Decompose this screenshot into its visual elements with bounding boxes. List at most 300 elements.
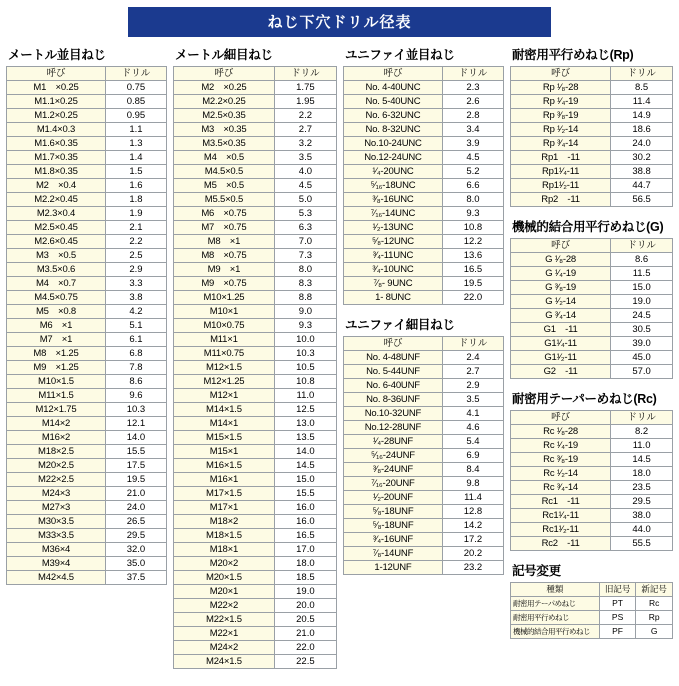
tbody-metric-fine [174, 81, 337, 669]
cell-size: ⁵⁄₈-18UNF [343, 505, 442, 519]
cell-size: Rc ³⁄₈-19 [510, 453, 610, 467]
column-unified [343, 45, 504, 575]
cell-drill: 12.5 [274, 403, 336, 417]
table-row [510, 95, 672, 109]
table-row [343, 393, 503, 407]
cell-drill: 10.8 [442, 221, 503, 235]
cell-size: M3.5×0.6 [7, 263, 106, 277]
table-row [343, 193, 503, 207]
cell-drill: 24.5 [611, 309, 673, 323]
table-row [7, 95, 167, 109]
cell-size: M8 ×0.75 [174, 249, 275, 263]
table-row [7, 361, 167, 375]
table-row [343, 123, 503, 137]
cell-drill: 37.5 [105, 571, 166, 585]
cell-drill: 11.0 [611, 439, 673, 453]
cell-drill: 16.0 [274, 515, 336, 529]
table-row [510, 509, 672, 523]
table-row [343, 421, 503, 435]
table-row [7, 123, 167, 137]
cell-size: M24×3 [7, 487, 106, 501]
table-row [343, 449, 503, 463]
cell-drill: 5.0 [274, 193, 336, 207]
cell-size: G ³⁄₈-19 [510, 281, 610, 295]
cell-size: G1 -11 [510, 323, 610, 337]
cell-drill: 4.6 [442, 421, 503, 435]
cell-size: M20×1 [174, 585, 275, 599]
cell-size: ¹⁄₂-20UNF [343, 491, 442, 505]
table-row [510, 439, 672, 453]
cell-drill: 11.0 [274, 389, 336, 403]
table-metric-fine [173, 66, 337, 669]
cell-size: M12×1.75 [7, 403, 106, 417]
cell-size: G ¹⁄₄-19 [510, 267, 610, 281]
cell-size: ⁷⁄₁₆-14UNC [343, 207, 442, 221]
cell-drill: 8.5 [611, 81, 673, 95]
cell-drill: 2.7 [442, 365, 503, 379]
table-row [7, 515, 167, 529]
cell-drill: 3.9 [442, 137, 503, 151]
table-row [343, 95, 503, 109]
cell-drill: 3.4 [442, 123, 503, 137]
cell-size: M20×2 [174, 557, 275, 571]
cell-drill: 2.7 [274, 123, 336, 137]
section-heading-rp: 耐密用平行めねじ(Rp) [511, 48, 634, 62]
tbody-g [510, 253, 672, 379]
table-row [7, 305, 167, 319]
cell-drill: 8.0 [274, 263, 336, 277]
cell-drill: 3.3 [105, 277, 166, 291]
table-row [7, 431, 167, 445]
cell-drill: 14.5 [274, 459, 336, 473]
table-row [7, 529, 167, 543]
table-row [343, 547, 503, 561]
cell-drill: 17.2 [442, 533, 503, 547]
cell-drill: 44.0 [611, 523, 673, 537]
table-row [7, 277, 167, 291]
cell-drill: 10.8 [274, 375, 336, 389]
cell-size: M5 ×0.5 [174, 179, 275, 193]
table-row [7, 137, 167, 151]
cell-size: M14×1.5 [174, 403, 275, 417]
table-row [174, 361, 337, 375]
cell-drill: 18.0 [611, 467, 673, 481]
cell-drill: 1.6 [105, 179, 166, 193]
cell-size: Rp1 -11 [510, 151, 610, 165]
cell-drill: 1.1 [105, 123, 166, 137]
cell-drill: 8.3 [274, 277, 336, 291]
cell-size: M2.3×0.4 [7, 207, 106, 221]
table-row [510, 425, 672, 439]
table-row [510, 337, 672, 351]
col-header-size: 呼び [343, 67, 442, 81]
cell-size: M5.5×0.5 [174, 193, 275, 207]
table-unified-fine [343, 336, 504, 575]
cell-size: M30×3.5 [7, 515, 106, 529]
cell-drill: 15.5 [105, 445, 166, 459]
cell-size: Rp ³⁄₄-14 [510, 137, 610, 151]
cell-drill: 19.5 [442, 277, 503, 291]
col-header-size: 呼び [510, 67, 610, 81]
cell-drill: 0.75 [105, 81, 166, 95]
table-row [510, 253, 672, 267]
cell-size: ³⁄₄-11UNC [343, 249, 442, 263]
cell-old-symbol: PS [599, 611, 636, 625]
cell-size: Rc ³⁄₄-14 [510, 481, 610, 495]
cell-size: No. 5-40UNC [343, 95, 442, 109]
cell-drill: 13.6 [442, 249, 503, 263]
table-row [174, 473, 337, 487]
cell-size: M18×2 [174, 515, 275, 529]
table-row [174, 487, 337, 501]
table-row [343, 351, 503, 365]
section-heading-rc: 耐密用テーパーめねじ(Rc) [511, 392, 657, 406]
cell-size: G ³⁄₄-14 [510, 309, 610, 323]
cell-drill: 11.5 [611, 267, 673, 281]
table-row [7, 179, 167, 193]
cell-type: 耐密用テーパめねじ [510, 597, 599, 611]
table-row [7, 571, 167, 585]
table-row [174, 95, 337, 109]
table-row [7, 333, 167, 347]
cell-drill: 6.8 [105, 347, 166, 361]
cell-size: M12×1.5 [174, 361, 275, 375]
cell-drill: 10.0 [274, 333, 336, 347]
cell-size: M11×0.75 [174, 347, 275, 361]
section-heading-unified-coarse: ユニファイ並目ねじ [344, 48, 455, 62]
cell-drill: 18.6 [611, 123, 673, 137]
cell-drill: 15.0 [611, 281, 673, 295]
cell-drill: 15.5 [274, 487, 336, 501]
table-row [510, 295, 672, 309]
cell-new-symbol: Rc [636, 597, 673, 611]
cell-drill: 8.0 [442, 193, 503, 207]
table-row [174, 81, 337, 95]
tbody-unified-coarse [343, 81, 503, 305]
cell-drill: 24.0 [611, 137, 673, 151]
table-row [174, 109, 337, 123]
cell-drill: 5.1 [105, 319, 166, 333]
cell-drill: 22.5 [274, 655, 336, 669]
table-row [7, 445, 167, 459]
cell-drill: 23.2 [442, 561, 503, 575]
cell-size: M17×1.5 [174, 487, 275, 501]
cell-size: ⁵⁄₁₆-24UNF [343, 449, 442, 463]
cell-drill: 4.1 [442, 407, 503, 421]
cell-drill: 9.3 [274, 319, 336, 333]
section-heading-g: 機械的結合用平行めねじ(G) [511, 220, 664, 234]
table-row [343, 519, 503, 533]
drill-size-chart-page [0, 7, 679, 686]
tbody-unified-fine [343, 351, 503, 575]
cell-drill: 8.4 [442, 463, 503, 477]
cell-type: 耐密用平行めねじ [510, 611, 599, 625]
table-row [174, 291, 337, 305]
table-row [510, 267, 672, 281]
table-row [510, 523, 672, 537]
table-row [510, 165, 672, 179]
cell-size: ⁷⁄₈-14UNF [343, 547, 442, 561]
table-row [7, 165, 167, 179]
table-row [343, 109, 503, 123]
cell-size: M4 ×0.7 [7, 277, 106, 291]
table-row [174, 193, 337, 207]
cell-drill: 30.5 [611, 323, 673, 337]
section-heading-metric-fine: メートル細目ねじ [175, 48, 273, 62]
table-rp [510, 66, 673, 207]
cell-size: Rc ¹⁄₄-19 [510, 439, 610, 453]
cell-drill: 29.5 [611, 495, 673, 509]
table-row [7, 235, 167, 249]
cell-drill: 6.1 [105, 333, 166, 347]
col-header-new-symbol: 新記号 [636, 583, 673, 597]
cell-size: Rp ¹⁄₄-19 [510, 95, 610, 109]
cell-size: No. 4-48UNF [343, 351, 442, 365]
cell-drill: 20.5 [274, 613, 336, 627]
cell-drill: 11.4 [611, 95, 673, 109]
cell-drill: 14.0 [105, 431, 166, 445]
table-row [343, 407, 503, 421]
cell-size: 1- 8UNC [343, 291, 442, 305]
cell-size: M2.5×0.45 [7, 221, 106, 235]
cell-size: M2.2×0.45 [7, 193, 106, 207]
cell-drill: 12.1 [105, 417, 166, 431]
cell-drill: 26.5 [105, 515, 166, 529]
cell-size: G ¹⁄₂-14 [510, 295, 610, 309]
table-row [7, 557, 167, 571]
cell-drill: 8.2 [611, 425, 673, 439]
table-row [174, 305, 337, 319]
table-row [343, 263, 503, 277]
cell-size: M2.2×0.25 [174, 95, 275, 109]
cell-size: M3.5×0.35 [174, 137, 275, 151]
cell-size: Rc1¹⁄₂-11 [510, 523, 610, 537]
table-row [7, 109, 167, 123]
cell-size: Rc2 -11 [510, 537, 610, 551]
cell-size: M36×4 [7, 543, 106, 557]
cell-size: M12×1 [174, 389, 275, 403]
table-row [174, 249, 337, 263]
cell-size: No. 8-32UNC [343, 123, 442, 137]
table-row [174, 655, 337, 669]
cell-drill: 12.8 [442, 505, 503, 519]
table-row [174, 515, 337, 529]
cell-drill: 17.0 [274, 543, 336, 557]
cell-drill: 4.2 [105, 305, 166, 319]
table-row [174, 417, 337, 431]
cell-drill: 9.8 [442, 477, 503, 491]
cell-size: G1¹⁄₂-11 [510, 351, 610, 365]
table-row [343, 533, 503, 547]
cell-size: M6 ×0.75 [174, 207, 275, 221]
table-row [7, 375, 167, 389]
table-row [510, 137, 672, 151]
cell-drill: 21.0 [105, 487, 166, 501]
table-row [343, 81, 503, 95]
cell-size: No. 5-44UNF [343, 365, 442, 379]
col-header-size: 呼び [7, 67, 106, 81]
table-row [343, 291, 503, 305]
table-row [510, 365, 672, 379]
cell-size: Rp1¹⁄₄-11 [510, 165, 610, 179]
cell-size: M10×1 [174, 305, 275, 319]
cell-drill: 38.0 [611, 509, 673, 523]
table-row [510, 597, 672, 611]
cell-size: M3 ×0.35 [174, 123, 275, 137]
col-header-drill: ドリル [274, 67, 336, 81]
table-row [174, 179, 337, 193]
table-row [7, 249, 167, 263]
cell-size: M10×1.5 [7, 375, 106, 389]
cell-size: 1-12UNF [343, 561, 442, 575]
table-row [174, 333, 337, 347]
cell-drill: 13.0 [274, 417, 336, 431]
cell-size: M18×1.5 [174, 529, 275, 543]
table-row [7, 459, 167, 473]
cell-drill: 19.5 [105, 473, 166, 487]
cell-size: ⁷⁄₈- 9UNC [343, 277, 442, 291]
cell-size: M9 ×1 [174, 263, 275, 277]
cell-size: No. 6-40UNF [343, 379, 442, 393]
section-heading-kigou: 記号変更 [511, 564, 561, 578]
col-header-old-symbol: 旧記号 [599, 583, 636, 597]
cell-size: Rp ¹⁄₈-28 [510, 81, 610, 95]
cell-drill: 3.5 [274, 151, 336, 165]
cell-drill: 11.4 [442, 491, 503, 505]
table-row [174, 585, 337, 599]
cell-size: M7 ×0.75 [174, 221, 275, 235]
table-row [7, 263, 167, 277]
table-row [174, 221, 337, 235]
section-heading-metric-coarse: メートル並目ねじ [8, 48, 106, 62]
cell-size: ⁵⁄₈-18UNF [343, 519, 442, 533]
table-row [174, 599, 337, 613]
cell-size: ¹⁄₄-28UNF [343, 435, 442, 449]
cell-size: M9 ×1.25 [7, 361, 106, 375]
cell-size: ¹⁄₄-20UNC [343, 165, 442, 179]
cell-drill: 2.1 [105, 221, 166, 235]
col-header-size: 呼び [343, 337, 442, 351]
cell-drill: 0.85 [105, 95, 166, 109]
cell-size: M7 ×1 [7, 333, 106, 347]
cell-drill: 3.5 [442, 393, 503, 407]
table-row [7, 81, 167, 95]
cell-size: No.10-32UNF [343, 407, 442, 421]
cell-size: Rp ¹⁄₂-14 [510, 123, 610, 137]
table-row [174, 151, 337, 165]
cell-drill: 39.0 [611, 337, 673, 351]
col-header-drill: ドリル [611, 67, 673, 81]
cell-size: Rp1¹⁄₂-11 [510, 179, 610, 193]
cell-drill: 14.2 [442, 519, 503, 533]
cell-size: Rc1 -11 [510, 495, 610, 509]
section-heading-unified-fine: ユニファイ細目ねじ [344, 318, 455, 332]
cell-drill: 20.0 [274, 599, 336, 613]
table-row [174, 459, 337, 473]
table-row [174, 571, 337, 585]
table-row [7, 543, 167, 557]
table-row [174, 277, 337, 291]
cell-size: M12×1.25 [174, 375, 275, 389]
cell-drill: 4.5 [442, 151, 503, 165]
table-row [343, 165, 503, 179]
cell-drill: 13.5 [274, 431, 336, 445]
cell-size: M8 ×1.25 [7, 347, 106, 361]
cell-size: ⁷⁄₁₆-20UNF [343, 477, 442, 491]
cell-drill: 30.2 [611, 151, 673, 165]
cell-size: ⁵⁄₈-12UNC [343, 235, 442, 249]
cell-size: M16×2 [7, 431, 106, 445]
cell-size: M2.5×0.35 [174, 109, 275, 123]
table-g [510, 238, 673, 379]
table-unified-coarse [343, 66, 504, 305]
table-row [174, 123, 337, 137]
cell-size: M1 ×0.25 [7, 81, 106, 95]
table-row [7, 221, 167, 235]
cell-size: M2 ×0.25 [174, 81, 275, 95]
table-row [174, 375, 337, 389]
col-header-size: 呼び [174, 67, 275, 81]
cell-size: M15×1.5 [174, 431, 275, 445]
cell-size: M10×1.25 [174, 291, 275, 305]
cell-drill: 20.2 [442, 547, 503, 561]
cell-size: M4 ×0.5 [174, 151, 275, 165]
cell-drill: 1.95 [274, 95, 336, 109]
table-row [174, 557, 337, 571]
table-row [510, 179, 672, 193]
tbody-metric-coarse [7, 81, 167, 585]
cell-drill: 2.3 [442, 81, 503, 95]
cell-drill: 24.0 [105, 501, 166, 515]
col-header-type: 種類 [510, 583, 599, 597]
table-row [343, 379, 503, 393]
cell-size: ³⁄₈-24UNF [343, 463, 442, 477]
cell-drill: 4.0 [274, 165, 336, 179]
table-row [174, 501, 337, 515]
cell-size: M8 ×1 [174, 235, 275, 249]
table-kigou-henkou [510, 582, 673, 639]
cell-size: M39×4 [7, 557, 106, 571]
table-row [7, 193, 167, 207]
cell-drill: 2.5 [105, 249, 166, 263]
cell-size: M24×1.5 [174, 655, 275, 669]
table-row [7, 473, 167, 487]
cell-size: M16×1 [174, 473, 275, 487]
table-row [510, 453, 672, 467]
table-row [174, 389, 337, 403]
cell-size: M2.6×0.45 [7, 235, 106, 249]
table-row [510, 193, 672, 207]
cell-drill: 22.0 [274, 641, 336, 655]
cell-drill: 9.6 [105, 389, 166, 403]
cell-size: M14×2 [7, 417, 106, 431]
cell-size: Rc ¹⁄₈-28 [510, 425, 610, 439]
cell-drill: 16.5 [442, 263, 503, 277]
table-row [510, 611, 672, 625]
cell-drill: 10.3 [105, 403, 166, 417]
table-row [343, 137, 503, 151]
table-row [343, 179, 503, 193]
cell-drill: 6.9 [442, 449, 503, 463]
table-row [174, 431, 337, 445]
cell-size: M22×2.5 [7, 473, 106, 487]
cell-size: No.12-24UNC [343, 151, 442, 165]
cell-size: M4.5×0.5 [174, 165, 275, 179]
tbody-rc [510, 425, 672, 551]
table-row [510, 81, 672, 95]
col-header-size: 呼び [510, 239, 610, 253]
cell-drill: 14.5 [611, 453, 673, 467]
